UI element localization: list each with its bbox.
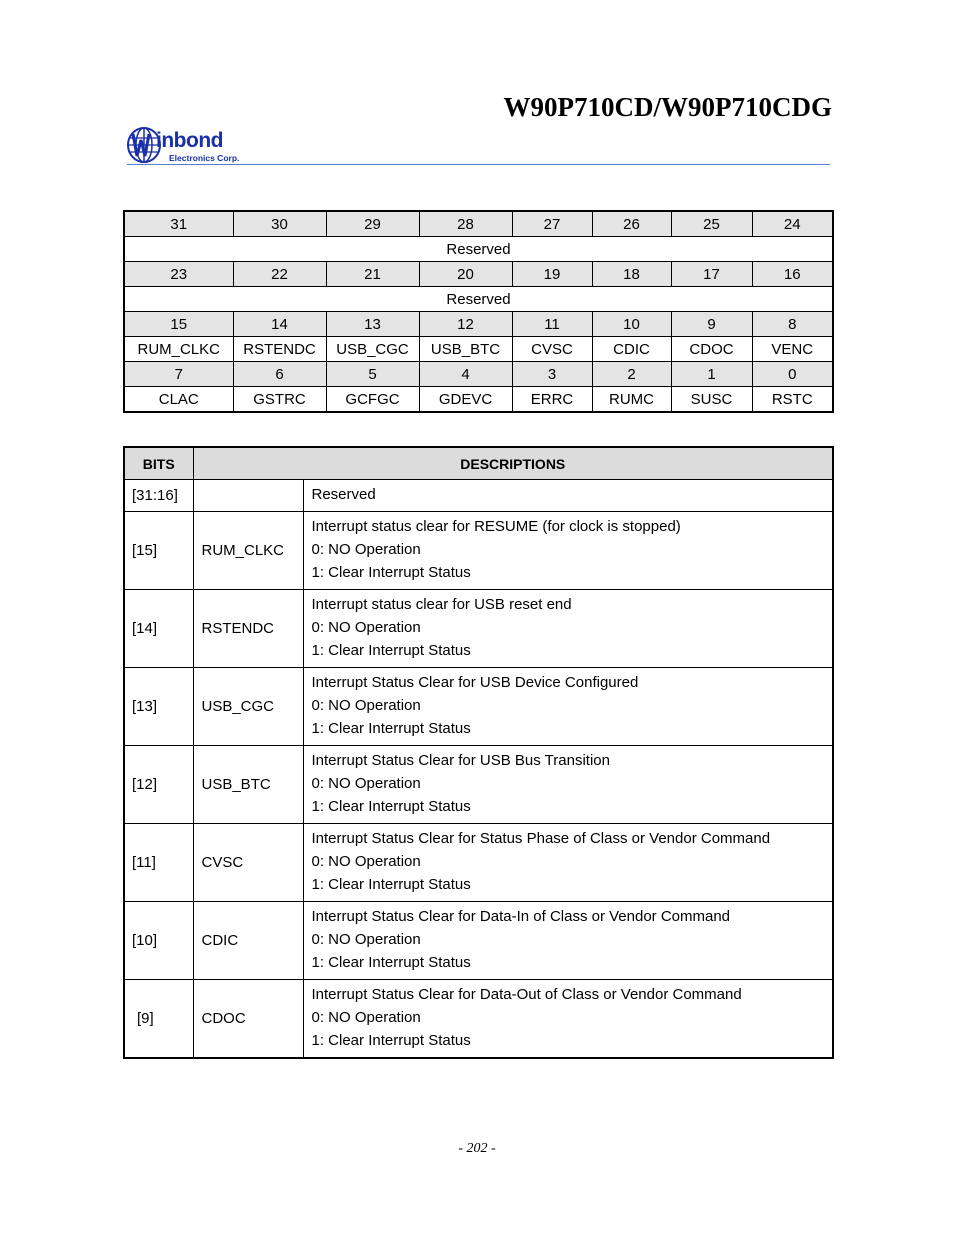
bit-number-cell: 16 xyxy=(752,262,833,287)
bit-number-cell: 21 xyxy=(326,262,419,287)
bit-number-cell: 9 xyxy=(671,312,752,337)
description-line: Interrupt status clear for RESUME (for clock is stopped) xyxy=(311,518,681,536)
bit-number-cell: 8 xyxy=(752,312,833,337)
description-line: 0: NO Operation xyxy=(311,619,421,637)
field-name-cell: CDOC xyxy=(671,337,752,362)
description-cell xyxy=(303,980,833,1059)
bit-number-cell: 6 xyxy=(233,362,326,387)
description-cell xyxy=(303,668,833,746)
logo-subtext: Electronics Corp. xyxy=(169,153,240,163)
description-line: Interrupt Status Clear for USB Bus Transition xyxy=(311,752,610,770)
description-line: Interrupt status clear for USB reset end xyxy=(311,596,572,614)
bit-number-cell: 29 xyxy=(326,211,419,237)
page-number: - 202 - xyxy=(458,1141,496,1156)
field-name-cell: CDOC xyxy=(193,980,303,1059)
field-name-cell: CVSC xyxy=(512,337,592,362)
field-name-cell: USB_BTC xyxy=(193,746,303,824)
field-name-cell: RSTENDC xyxy=(233,337,326,362)
bit-number-cell: 13 xyxy=(326,312,419,337)
description-cell xyxy=(303,590,833,668)
register-row xyxy=(124,262,833,287)
field-name-cell: GDEVC xyxy=(419,387,512,413)
description-line: 0: NO Operation xyxy=(311,775,421,793)
field-name-cell: RUM_CLKC xyxy=(124,337,233,362)
bit-number-cell: 18 xyxy=(592,262,671,287)
description-line: 0: NO Operation xyxy=(311,697,421,715)
bit-number-cell: 17 xyxy=(671,262,752,287)
bit-number-cell: 20 xyxy=(419,262,512,287)
field-name-cell: CDIC xyxy=(193,902,303,980)
description-line: 1: Clear Interrupt Status xyxy=(311,875,471,893)
field-name-cell: RUMC xyxy=(592,387,671,413)
descriptions-header: DESCRIPTIONS xyxy=(193,447,833,480)
reserved-field: Reserved xyxy=(124,287,833,312)
field-name-cell: USB_BTC xyxy=(419,337,512,362)
description-cell xyxy=(303,902,833,980)
bit-number-cell: 25 xyxy=(671,211,752,237)
bit-number-cell: 3 xyxy=(512,362,592,387)
bit-number-cell: 28 xyxy=(419,211,512,237)
field-name-cell: VENC xyxy=(752,337,833,362)
field-name-cell: CLAC xyxy=(124,387,233,413)
bit-number-cell: 22 xyxy=(233,262,326,287)
winbond-logo xyxy=(127,126,257,166)
register-bit-map xyxy=(123,210,834,413)
description-row xyxy=(124,746,833,824)
bit-range-cell: [14] xyxy=(124,590,193,668)
document-title: W90P710CD/W90P710CDG xyxy=(503,92,832,122)
field-name-cell: GCFGC xyxy=(326,387,419,413)
description-line: Interrupt Status Clear for Data-Out of Class or Vendor Command xyxy=(311,986,742,1004)
bit-number-cell: 10 xyxy=(592,312,671,337)
field-name-cell: RUM_CLKC xyxy=(193,512,303,590)
field-name-cell: RSTC xyxy=(752,387,833,413)
description-row xyxy=(124,980,833,1059)
bit-number-cell: 27 xyxy=(512,211,592,237)
register-row xyxy=(124,237,833,262)
logo-wordmark: inbond xyxy=(156,129,223,152)
description-line: 1: Clear Interrupt Status xyxy=(311,797,471,815)
field-name-cell: GSTRC xyxy=(233,387,326,413)
field-name-cell: RSTENDC xyxy=(193,590,303,668)
description-cell xyxy=(303,746,833,824)
bit-range-cell: [13] xyxy=(124,668,193,746)
bit-number-cell: 11 xyxy=(512,312,592,337)
bit-range-cell: [10] xyxy=(124,902,193,980)
bit-number-cell: 24 xyxy=(752,211,833,237)
field-name-cell: ERRC xyxy=(512,387,592,413)
bit-descriptions-table xyxy=(123,446,834,1059)
bit-range-cell: [9] xyxy=(124,980,193,1059)
description-row xyxy=(124,590,833,668)
register-row xyxy=(124,362,833,387)
bit-number-cell: 2 xyxy=(592,362,671,387)
bit-number-cell: 5 xyxy=(326,362,419,387)
bit-number-cell: 4 xyxy=(419,362,512,387)
field-name-cell: USB_CGC xyxy=(326,337,419,362)
register-row xyxy=(124,337,833,362)
description-line: 1: Clear Interrupt Status xyxy=(311,719,471,737)
description-line: Interrupt Status Clear for Data-In of Class or Vendor Command xyxy=(311,908,731,926)
description-line: 0: NO Operation xyxy=(311,853,421,871)
register-row xyxy=(124,312,833,337)
description-cell xyxy=(303,824,833,902)
description-line: 1: Clear Interrupt Status xyxy=(311,1031,471,1049)
register-row xyxy=(124,287,833,312)
field-name-cell: CVSC xyxy=(193,824,303,902)
bit-number-cell: 19 xyxy=(512,262,592,287)
description-row xyxy=(124,512,833,590)
bits-header: BITS xyxy=(124,447,193,480)
bit-number-cell: 12 xyxy=(419,312,512,337)
bit-number-cell: 15 xyxy=(124,312,233,337)
field-name-cell: SUSC xyxy=(671,387,752,413)
header-row xyxy=(124,447,833,480)
bit-number-cell: 23 xyxy=(124,262,233,287)
bit-number-cell: 30 xyxy=(233,211,326,237)
description-row xyxy=(124,668,833,746)
bit-range-cell: [12] xyxy=(124,746,193,824)
description-line: 0: NO Operation xyxy=(311,1009,421,1027)
description-line: 1: Clear Interrupt Status xyxy=(311,953,471,971)
field-name-cell xyxy=(193,480,303,512)
description-line: 1: Clear Interrupt Status xyxy=(311,641,471,659)
description-line: Reserved xyxy=(311,486,376,504)
description-cell xyxy=(303,512,833,590)
bit-range-cell: [11] xyxy=(124,824,193,902)
description-line: 0: NO Operation xyxy=(311,541,421,559)
reserved-field: Reserved xyxy=(124,237,833,262)
bit-number-cell: 0 xyxy=(752,362,833,387)
description-line: 1: Clear Interrupt Status xyxy=(311,563,471,581)
bit-range-cell: [15] xyxy=(124,512,193,590)
field-name-cell: CDIC xyxy=(592,337,671,362)
description-row xyxy=(124,902,833,980)
bit-number-cell: 7 xyxy=(124,362,233,387)
description-line: Interrupt Status Clear for USB Device Configured xyxy=(311,674,639,692)
header-rule xyxy=(127,164,830,165)
register-row xyxy=(124,387,833,413)
description-row xyxy=(124,480,833,512)
register-row xyxy=(124,211,833,237)
field-name-cell: USB_CGC xyxy=(193,668,303,746)
description-row xyxy=(124,824,833,902)
description-cell xyxy=(303,480,833,512)
bit-number-cell: 14 xyxy=(233,312,326,337)
bit-range-cell: [31:16] xyxy=(124,480,193,512)
bit-number-cell: 31 xyxy=(124,211,233,237)
bit-number-cell: 26 xyxy=(592,211,671,237)
description-line: Interrupt Status Clear for Status Phase of Class or Vendor Command xyxy=(311,830,771,848)
bit-number-cell: 1 xyxy=(671,362,752,387)
description-line: 0: NO Operation xyxy=(311,931,421,949)
